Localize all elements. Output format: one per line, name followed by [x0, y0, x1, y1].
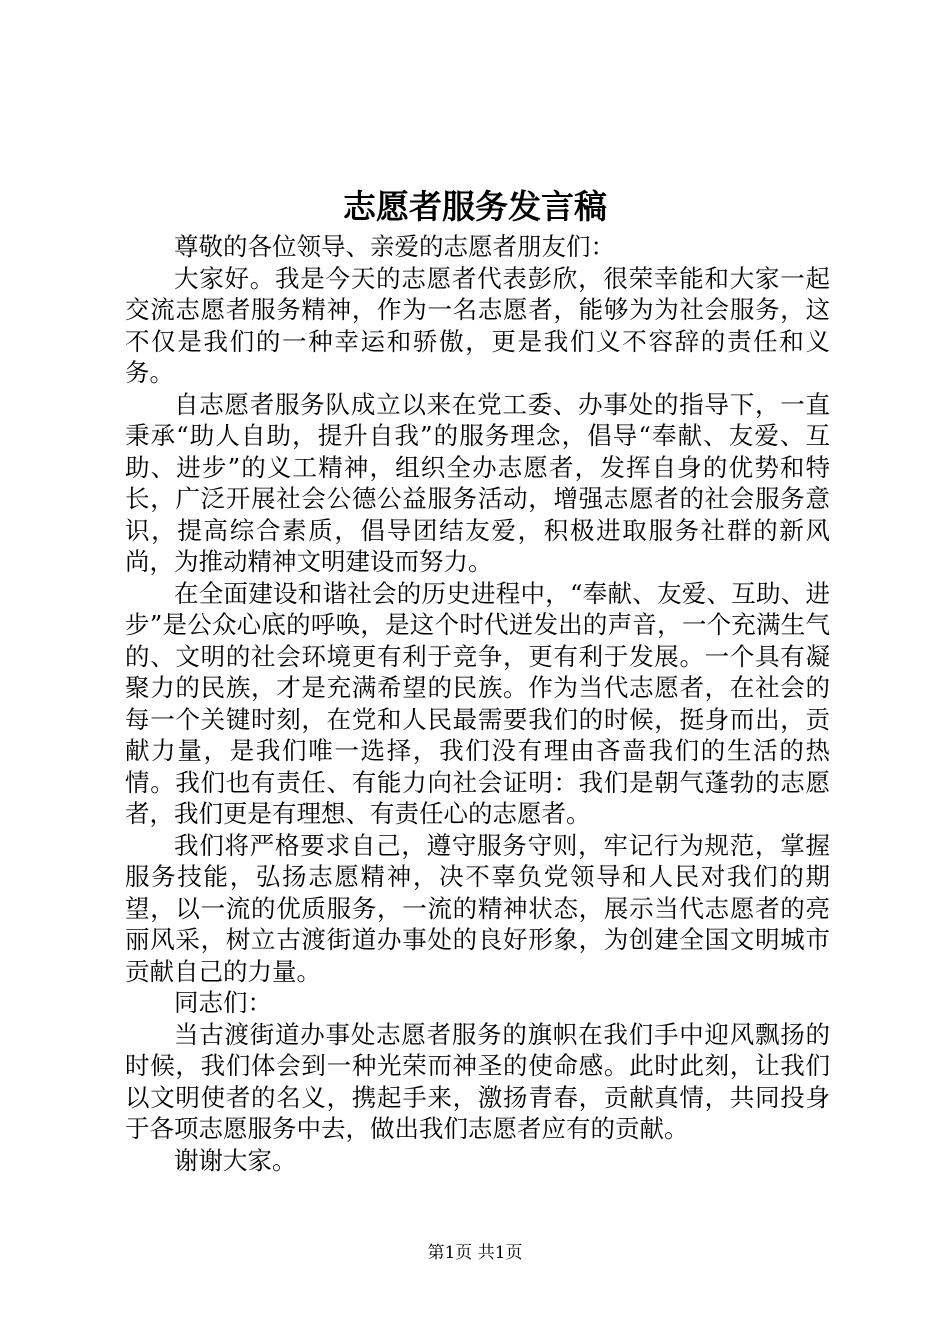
paragraph: 我们将严格要求自己，遵守服务守则，牢记行为规范，掌握服务技能，弘扬志愿精神，决不辜负党领导和人民对我们的期望，以一流的优质服务，一流的精神状态，展示当代志愿者的亮丽风采，树立古渡街道办事处的良好形象，为创建全国文明城市贡献自己的力量。	[125, 830, 830, 986]
salutation: 尊敬的各位领导、亲爱的志愿者朋友们：	[174, 232, 615, 261]
document-body	[125, 231, 830, 1176]
closing-line: 谢谢大家。	[174, 1145, 297, 1175]
paragraph: 当古渡街道办事处志愿者服务的旗帜在我们手中迎风飘扬的时候，我们体会到一种光荣而神圣的使命感。此时此刻，让我们以文明使者的名义，携起手来，激扬青春，贡献真情，共同投身于各项志愿服务中去，做出我们志愿者应有的贡献。	[125, 1019, 830, 1143]
document-title: 志愿者服务发言稿	[343, 187, 607, 226]
paragraph: 在全面建设和谐社会的历史进程中，“奉献、友爱、互助、进步”是公众心底的呼唤，是这个时代迸发出的声音，一个充满生气的、文明的社会环境更有利于竞争，更有利于发展。一个具有凝聚力的民族，才是充满希望的民族。作为当代志愿者，在社会的每一个关键时刻，在党和人民最需要我们的时候，挺身而出，贡献力量，是我们唯一选择，我们没有理由吝啬我们的生活的热情。我们也有责任、有能力向社会证明：我们是朝气蓬勃的志愿者，我们更是有理想、有责任心的志愿者。	[125, 578, 830, 828]
paragraph: 自志愿者服务队成立以来在党工委、办事处的指导下，一直秉承“助人自助，提升自我”的服务理念，倡导“奉献、友爱、互助、进步”的义工精神，组织全办志愿者，发挥自身的优势和特长，广泛开展社会公德公益服务活动，增强志愿者的社会服务意识，提高综合素质，倡导团结友爱，积极进取服务社群的新风尚，为推动精神文明建设而努力。	[125, 389, 830, 576]
paragraph: 大家好。我是今天的志愿者代表彭欣，很荣幸能和大家一起交流志愿者服务精神，作为一名志愿者，能够为为社会服务，这不仅是我们的一种幸运和骄傲，更是我们义不容辞的责任和义务。	[125, 263, 830, 387]
page-number-footer: 第1页 共1页	[427, 1243, 523, 1263]
address-line: 同志们：	[174, 988, 272, 1017]
